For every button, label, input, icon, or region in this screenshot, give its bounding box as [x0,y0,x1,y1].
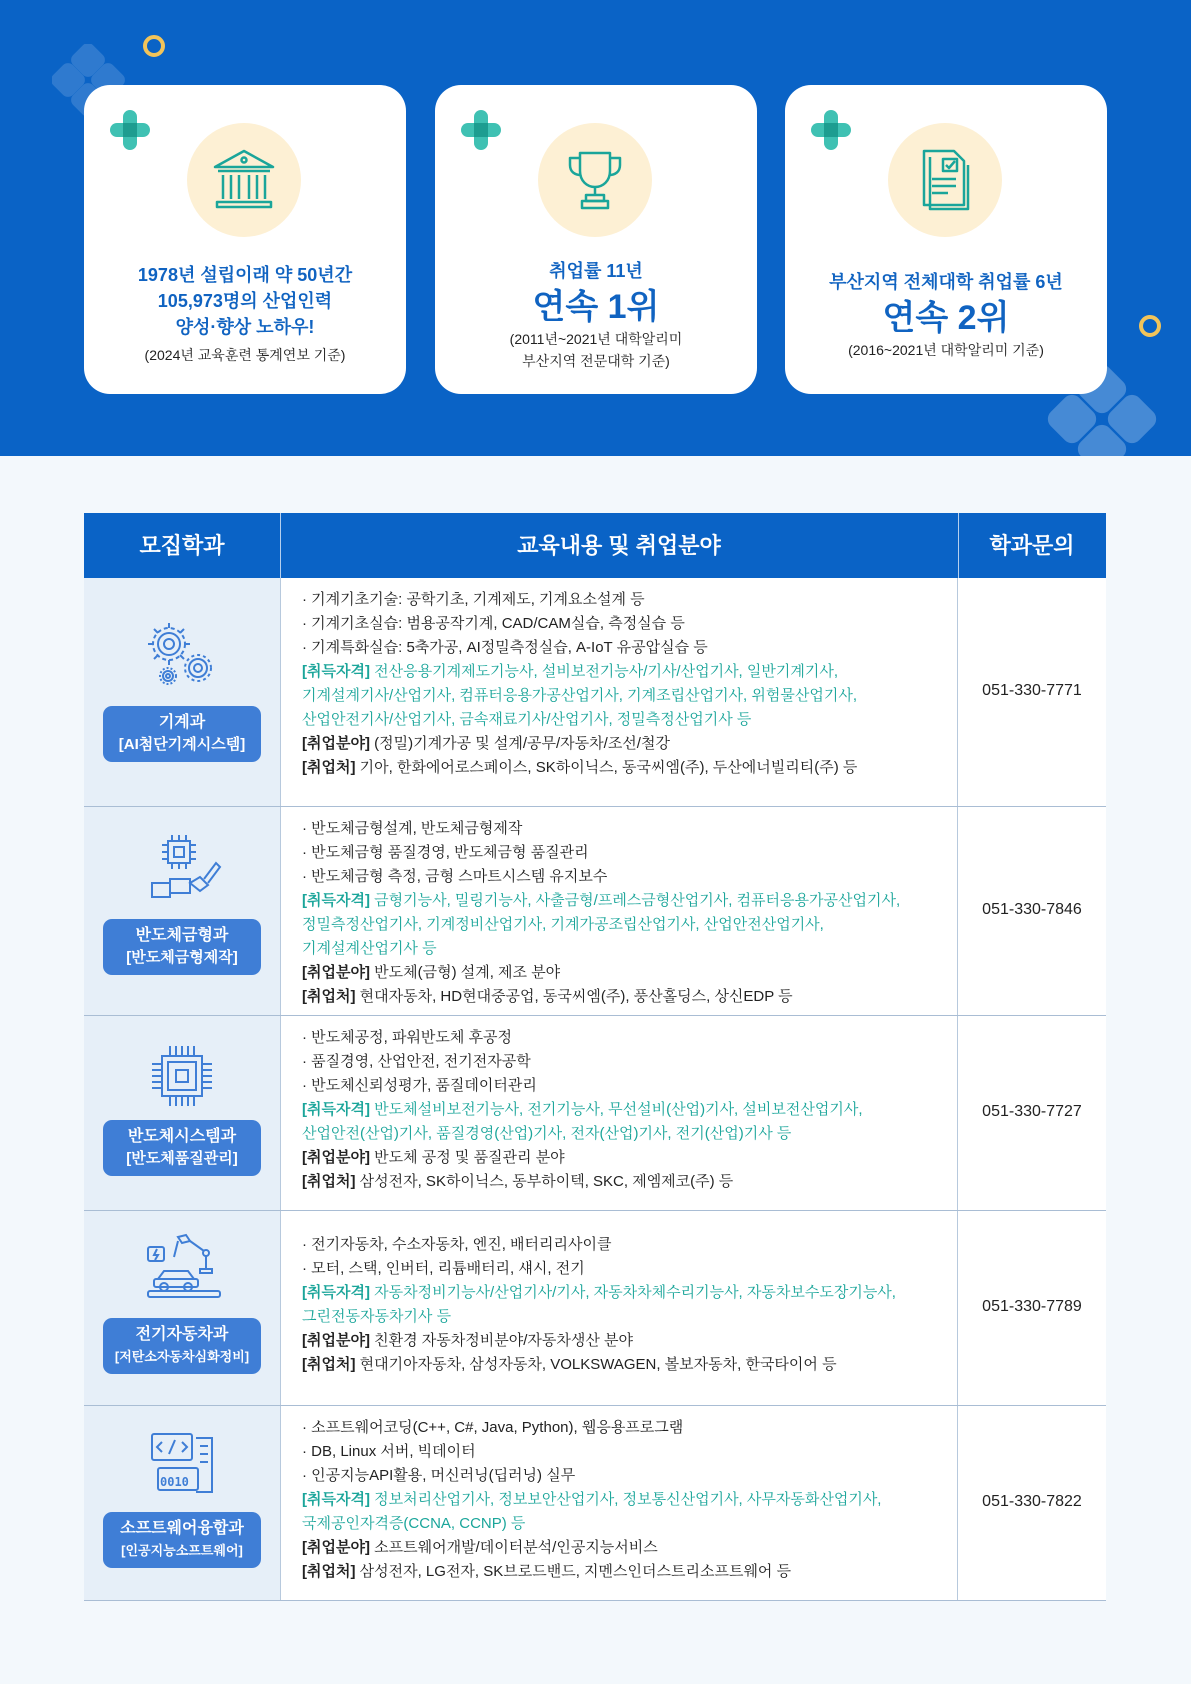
ring-decoration-left [143,35,165,57]
certification-line [302,889,900,913]
department-major: [반도체품질관리] [126,1150,238,1167]
curriculum-item: · 반도체금형 품질경영, 반도체금형 품질관리 [302,844,589,861]
certification-text: 정보처리산업기사, 정보보안산업기사, 정보통신산업기사, 사무자동화산업기사, [374,1491,882,1508]
contact-cell [958,1211,1106,1405]
employer-text: 현대기아자동차, 삼성자동차, VOLKSWAGEN, 볼보자동차, 한국타이어 등 [359,1356,837,1373]
table-row-software [84,1406,1106,1600]
certification-text: 국제공인자격증(CCNA, CCNP) 등 [302,1515,526,1532]
content-cell [280,1016,958,1210]
employer-text: 삼성전자, SK하이닉스, 동부하이텍, SKC, 제엠제코(주) 등 [359,1173,734,1190]
gears-icon [143,618,221,690]
phone-number[interactable]: 051-330-7822 [982,1493,1082,1510]
content-cell [280,807,958,1015]
employer-line [302,985,900,1009]
job-field-text: 친환경 자동차정비분야/자동차생산 분야 [374,1332,633,1349]
department-major: [반도체금형제작] [126,949,238,966]
employer-label: [취업처] [302,1563,356,1580]
curriculum-item: · 품질경영, 산업안전, 전기전자공학 [302,1053,531,1070]
certification-text: 금형기능사, 밀링기능사, 사출금형/프레스금형산업기사, 컴퓨터응용가공산업기사, [374,892,901,909]
job-field-text: 반도체 공정 및 품질관리 분야 [374,1149,565,1166]
curriculum-item: · 인공지능API활용, 머신러닝(딥러닝) 실무 [302,1467,576,1484]
row-divider [84,1600,1106,1601]
content-cell [280,1211,958,1405]
department-major: [AI첨단기계시스템] [118,736,246,753]
department-cell [84,1406,280,1600]
certification-text: 그린전동자동차기사 등 [302,1308,452,1325]
department-cell [84,578,280,806]
cpu-icon [150,1044,214,1108]
job-field-label: [취업분야] [302,1149,370,1166]
curriculum-item: · 기계특화실습: 5축가공, AI정밀측정실습, A-IoT 유공압실습 등 [302,639,708,656]
plus-icon [108,108,152,152]
ring-decoration-right [1139,315,1161,337]
content-cell [280,578,958,806]
trophy-icon [538,123,652,237]
certification-label: [취득자격] [302,1491,370,1508]
job-field-text: 소프트웨어개발/데이터분석/인공지능서비스 [374,1539,658,1556]
curriculum-item: · DB, Linux 서버, 빅데이터 [302,1443,476,1460]
department-name: 반도체금형과 [135,927,229,944]
curriculum-item: · 기계기초실습: 범용공작기계, CAD/CAM실습, 측정실습 등 [302,615,685,632]
card-note: (2011년~2021년 대학알리미 [509,331,683,347]
curriculum-item: · 전기자동차, 수소자동차, 엔진, 배터리리사이클 [302,1236,612,1253]
table-row-mechanical [84,578,1106,806]
contact-cell [958,1406,1106,1600]
curriculum-item: · 기계기초기술: 공학기초, 기계제도, 기계요소설계 등 [302,591,645,608]
phone-number[interactable]: 051-330-7771 [982,682,1082,699]
plus-icon [809,108,853,152]
employer-label: [취업처] [302,1173,356,1190]
stat-card-employment-2nd [785,85,1107,394]
certification-line [302,1488,881,1512]
job-field-text: 반도체(금형) 설계, 제조 분야 [374,964,561,981]
curriculum-item: · 반도체신뢰성평가, 품질데이터관리 [302,1077,537,1094]
content-cell [280,1406,958,1600]
certification-line [302,660,857,684]
table-row-semiconductor-mold [84,807,1106,1015]
certification-label: [취득자격] [302,892,370,909]
card-highlight: 연속 1위 [532,288,660,326]
certification-text: 산업안전기사/산업기사, 금속재료기사/산업기사, 정밀측정산업기사 등 [302,711,752,728]
hero-banner [0,0,1191,456]
department-pill [103,1512,261,1568]
certification-text: 기계설계기사/산업기사, 컴퓨터응용가공산업기사, 기계조립산업기사, 위험물산업기사, [302,687,857,704]
department-pill [103,1120,261,1176]
document-check-icon [888,123,1002,237]
plus-icon [459,108,503,152]
contact-cell [958,807,1106,1015]
table-header [84,513,1106,578]
header-content: 교육내용 및 취업분야 [517,533,721,558]
job-field-text: (정밀)기계가공 및 설계/공무/자동차/조선/철강 [374,735,670,752]
certification-label: [취득자격] [302,1101,370,1118]
department-cell [84,807,280,1015]
job-field-line [302,1146,862,1170]
card-text-line: 105,973명의 산업인력 [157,291,333,311]
certification-line [302,1281,896,1305]
job-field-line [302,961,900,985]
card-text-line: 양성·향상 노하우! [175,317,315,337]
department-pill [103,706,261,762]
certification-text: 자동차정비기능사/산업기사/기사, 자동차차체수리기능사, 자동차보수도장기능사, [374,1284,896,1301]
department-major: [인공지능소프트웨어] [121,1543,243,1558]
department-name: 소프트웨어융합과 [120,1520,244,1537]
job-field-line [302,1329,896,1353]
department-major: [저탄소자동차심화정비] [114,1349,250,1364]
employer-line [302,756,857,780]
certification-text: 기계설계산업기사 등 [302,940,437,957]
certification-text: 반도체설비보전기능사, 전기기능사, 무선설비(산업)기사, 설비보전산업기사, [374,1101,863,1118]
employer-label: [취업처] [302,759,356,776]
job-field-label: [취업분야] [302,964,370,981]
employer-line [302,1353,896,1377]
employer-line [302,1560,881,1584]
job-field-label: [취업분야] [302,1539,370,1556]
stat-card-history [84,85,406,394]
table-row-semiconductor-system [84,1016,1106,1210]
header-contact: 학과문의 [989,533,1075,558]
curriculum-item: · 소프트웨어코딩(C++, C#, Java, Python), 웹응용프로그램 [302,1419,684,1436]
card-note: (2016~2021년 대학알리미 기준) [848,342,1044,358]
employer-line [302,1170,862,1194]
contact-cell [958,1016,1106,1210]
certification-text: 산업안전(산업)기사, 품질경영(산업)기사, 전자(산업)기사, 전기(산업)기사 등 [302,1125,792,1142]
header-department: 모집학과 [139,533,225,558]
employer-text: 현대자동차, HD현대중공업, 동국씨엠(주), 풍산홀딩스, 상신EDP 등 [359,988,793,1005]
card-text-line: 취업률 11년 [549,261,643,281]
certification-text: 전산응용기계제도기능사, 설비보전기능사/기사/산업기사, 일반기계기사, [374,663,839,680]
certification-line [302,1098,862,1122]
department-cell [84,1016,280,1210]
table-row-electric-vehicle [84,1211,1106,1405]
department-pill [103,919,261,975]
job-field-label: [취업분야] [302,735,370,752]
card-highlight: 연속 2위 [882,299,1010,337]
department-pill [103,1318,261,1374]
phone-number[interactable]: 051-330-7846 [982,901,1082,918]
department-name: 전기자동차과 [135,1326,229,1343]
card-note: 부산지역 전문대학 기준) [522,353,670,369]
card-note: (2024년 교육훈련 통계연보 기준) [144,347,346,363]
curriculum-item: · 반도체공정, 파워반도체 후공정 [302,1029,513,1046]
card-text-line: 부산지역 전체대학 취업률 6년 [829,272,1063,292]
curriculum-item: · 반도체금형설계, 반도체금형제작 [302,820,523,837]
certification-label: [취득자격] [302,663,370,680]
chip-mold-icon [150,833,222,903]
job-field-line [302,732,857,756]
employer-text: 삼성전자, LG전자, SK브로드밴드, 지멘스인더스트리소프트웨어 등 [359,1563,792,1580]
ev-robot-arm-icon [146,1233,222,1299]
card-text-line: 1978년 설립이래 약 50년간 [137,265,353,285]
certification-label: [취득자격] [302,1284,370,1301]
contact-cell [958,578,1106,806]
department-cell [84,1211,280,1405]
curriculum-item: · 반도체금형 측정, 금형 스마트시스템 유지보수 [302,868,608,885]
binary-code-glyph: 0010 [160,1475,189,1489]
stat-card-employment-1st [435,85,757,394]
curriculum-item: · 모터, 스택, 인버터, 리튬배터리, 섀시, 전기 [302,1260,585,1277]
employer-label: [취업처] [302,1356,356,1373]
employer-label: [취업처] [302,988,356,1005]
job-field-line [302,1536,881,1560]
department-name: 기계과 [158,714,206,731]
university-building-icon [187,123,301,237]
job-field-label: [취업분야] [302,1332,370,1349]
phone-number[interactable]: 051-330-7727 [982,1103,1082,1120]
phone-number[interactable]: 051-330-7789 [982,1298,1082,1315]
department-name: 반도체시스템과 [127,1128,237,1145]
certification-text: 정밀측정산업기사, 기계정비산업기사, 기계가공조립산업기사, 산업안전산업기사, [302,916,824,933]
employer-text: 기아, 한화에어로스페이스, SK하이닉스, 동국씨엠(주), 두산에너빌리티(주) 등 [359,759,858,776]
